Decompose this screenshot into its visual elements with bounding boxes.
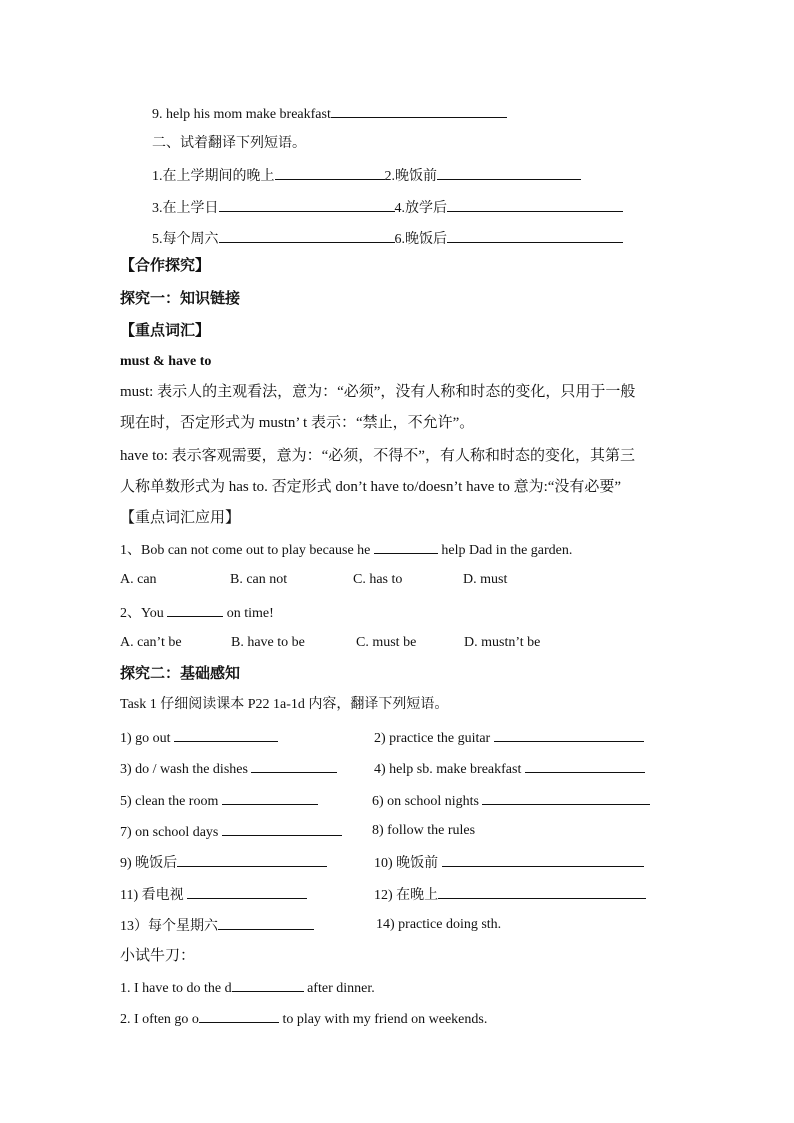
option-a[interactable]: A. can (120, 572, 157, 587)
heading-vocab-use: 【重点词汇应用】 (120, 510, 241, 526)
answer-blank[interactable] (219, 228, 395, 243)
option-d[interactable]: D. mustn’t be (464, 635, 541, 650)
task-1-title: Task 1 仔细阅读课本 P22 1a-1d 内容，翻译下列短语。 (120, 697, 449, 712)
answer-blank[interactable] (374, 539, 438, 554)
heading-try: 小试牛刀： (120, 948, 196, 964)
answer-blank[interactable] (437, 165, 581, 180)
answer-blank[interactable] (222, 790, 318, 805)
must-explanation-2: 现在时，否定形式为 mustn’ t 表示：“禁止，不允许”。 (120, 415, 475, 431)
task-row: 8) follow the rules (372, 823, 476, 838)
answer-blank[interactable] (199, 1008, 279, 1023)
answer-blank[interactable] (331, 103, 507, 118)
try-item-2: 2. I often go o to play with my friend on weekends. (120, 1008, 487, 1030)
answer-blank[interactable] (232, 977, 304, 992)
task-row: 6) on school nights (372, 790, 650, 812)
answer-blank[interactable] (438, 884, 646, 899)
task-row: 7) on school days (120, 821, 342, 843)
option-c[interactable]: C. has to (353, 572, 403, 587)
heading-vocab: 【重点词汇】 (120, 323, 211, 339)
answer-blank[interactable] (442, 852, 644, 867)
task-row: 13）每个星期六 (120, 915, 314, 937)
option-a[interactable]: A. can’t be (120, 635, 182, 650)
have-explanation-2: 人称单数形式为 has to. 否定形式 don’t have to/doesn’t have to 意为:“没有必要” (120, 479, 622, 495)
item-9: 9. help his mom make breakfast (152, 103, 507, 125)
task-row: 10) 晚饭前 (374, 852, 644, 874)
heading-explore-1: 探究一：知识链接 (120, 291, 241, 307)
answer-blank[interactable] (275, 165, 385, 180)
task-row: 1) go out (120, 727, 278, 749)
answer-blank[interactable] (219, 197, 395, 212)
question-2: 2、You on time! (120, 602, 274, 624)
answer-blank[interactable] (482, 790, 650, 805)
answer-blank[interactable] (218, 915, 314, 930)
try-item-1: 1. I have to do the d after dinner. (120, 977, 375, 999)
answer-blank[interactable] (494, 727, 644, 742)
task-row: 2) practice the guitar (374, 727, 644, 749)
answer-blank[interactable] (187, 884, 307, 899)
task-row: 5) clean the room (120, 790, 318, 812)
answer-blank[interactable] (167, 602, 223, 617)
option-c[interactable]: C. must be (356, 635, 417, 650)
heading-coop: 【合作探究】 (120, 258, 211, 274)
answer-blank[interactable] (177, 852, 327, 867)
answer-blank[interactable] (525, 758, 645, 773)
have-explanation-1: have to: 表示客观需要，意为：“必须，不得不”，有人称和时态的变化，其第三 (120, 448, 635, 464)
heading-must-have: must & have to (120, 354, 212, 369)
answer-blank[interactable] (447, 228, 623, 243)
answer-blank[interactable] (222, 821, 342, 836)
question-1: 1、Bob can not come out to play because he help Dad in the garden. (120, 539, 572, 561)
task-row: 14) practice doing sth. (376, 917, 502, 932)
answer-blank[interactable] (251, 758, 337, 773)
translate-row: 5.每个周六 6.晚饭后 (152, 228, 623, 250)
translate-row: 1.在上学期间的晚上 2.晚饭前 (152, 165, 581, 187)
section-2-title: 二、试着翻译下列短语。 (152, 136, 306, 151)
heading-explore-2: 探究二：基础感知 (120, 666, 241, 682)
task-row: 9) 晚饭后 (120, 852, 327, 874)
task-row: 12) 在晚上 (374, 884, 646, 906)
task-row: 4) help sb. make breakfast (374, 758, 645, 780)
task-row: 3) do / wash the dishes (120, 758, 337, 780)
task-row: 11) 看电视 (120, 884, 307, 906)
option-b[interactable]: B. have to be (231, 635, 305, 650)
option-d[interactable]: D. must (463, 572, 508, 587)
must-explanation-1: must: 表示人的主观看法，意为：“必须”，没有人称和时态的变化，只用于一般 (120, 384, 636, 400)
translate-row: 3.在上学日 4.放学后 (152, 197, 623, 219)
answer-blank[interactable] (447, 197, 623, 212)
answer-blank[interactable] (174, 727, 278, 742)
option-b[interactable]: B. can not (230, 572, 288, 587)
